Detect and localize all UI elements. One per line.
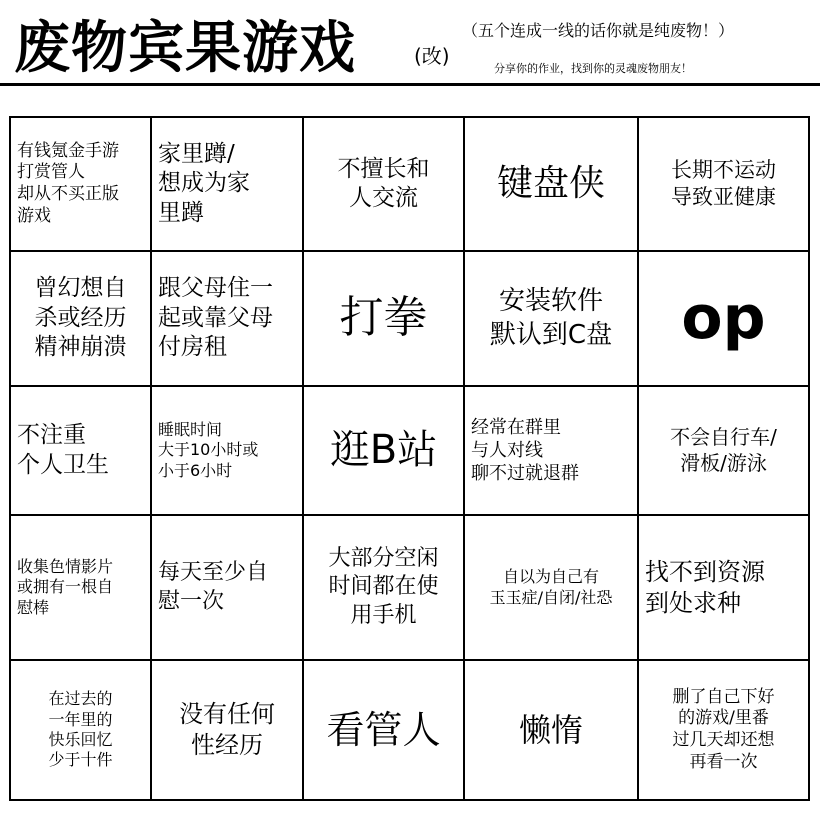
title-suffix: (改) — [414, 44, 450, 68]
bingo-cell-r3c3[interactable] — [302, 385, 465, 516]
bingo-cell-text: 自以为自己有 玉玉症/自闭/社恐 — [489, 567, 613, 607]
bingo-cell-text: 逛B站 — [329, 426, 438, 473]
bingo-cell-r4c5[interactable] — [637, 514, 810, 661]
bingo-cell-r3c5[interactable] — [637, 385, 810, 516]
bingo-cell-r2c3[interactable] — [302, 250, 465, 387]
bingo-cell-r1c3[interactable] — [302, 116, 465, 252]
bingo-cell-r5c5[interactable] — [637, 659, 810, 801]
bingo-cell-text: 删了自己下好 的游戏/里番 过几天却还想 再看一次 — [672, 686, 775, 772]
bingo-cell-text: 经常在群里 与人对线 聊不过就退群 — [471, 416, 579, 485]
bingo-cell-r1c1[interactable] — [9, 116, 152, 252]
bingo-cell-text: 键盘侠 — [496, 162, 605, 204]
bingo-cell-r3c1[interactable] — [9, 385, 152, 516]
bingo-cell-text: 看管人 — [326, 707, 441, 752]
bingo-cell-r1c4[interactable] — [463, 116, 639, 252]
bingo-cell-text: 不注重 个人卫生 — [17, 422, 109, 478]
bingo-cell-r3c2[interactable] — [150, 385, 304, 516]
bingo-cell-r4c1[interactable] — [9, 514, 152, 661]
bingo-cell-text: 不会自行车/ 滑板/游泳 — [670, 424, 777, 475]
bingo-cell-r2c2[interactable] — [150, 250, 304, 387]
bingo-cell-r1c2[interactable] — [150, 116, 304, 252]
bingo-cell-r4c4[interactable] — [463, 514, 639, 661]
bingo-cell-r5c2[interactable] — [150, 659, 304, 801]
bingo-cell-text: 收集色情影片 或拥有一根自 慰棒 — [17, 556, 114, 617]
bingo-cell-text: 睡眠时间 大于10小时或 小于6小时 — [158, 419, 259, 480]
bingo-cell-r2c1[interactable] — [9, 250, 152, 387]
bingo-cell-r2c4[interactable] — [463, 250, 639, 387]
bingo-cell-text: 懒惰 — [518, 710, 583, 749]
bingo-cell-text: 家里蹲/ 想成为家 里蹲 — [158, 140, 250, 226]
page-title: 废物宾果游戏 — [14, 16, 356, 81]
bingo-cell-r5c3[interactable] — [302, 659, 465, 801]
bingo-cell-r4c2[interactable] — [150, 514, 304, 661]
bingo-cell-text: 跟父母住一 起或靠父母 付房租 — [158, 275, 273, 361]
bingo-cell-text: op — [681, 283, 766, 354]
bingo-cell-text: 大部分空闲 时间都在使 用手机 — [328, 546, 439, 628]
bingo-cell-r5c1[interactable] — [9, 659, 152, 801]
bingo-cell-text: 每天至少自 慰一次 — [158, 560, 269, 614]
subtitle: （五个连成一线的话你就是纯废物！） — [462, 21, 735, 40]
bingo-cell-r4c3[interactable] — [302, 514, 465, 661]
bingo-cell-text: 找不到资源 到处求种 — [645, 557, 765, 617]
bingo-cell-text: 有钱氪金手游 打赏管人 却从不买正版 游戏 — [17, 140, 119, 226]
bingo-cell-text: 不擅长和 人交流 — [337, 155, 430, 211]
bingo-cell-text: 没有任何 性经历 — [179, 700, 275, 759]
bingo-cell-text: 打拳 — [339, 292, 428, 344]
bingo-cell-r5c4[interactable] — [463, 659, 639, 801]
bingo-cell-r1c5[interactable] — [637, 116, 810, 252]
subtitle-secondary: 分享你的作业，找到你的灵魂废物朋友！ — [494, 62, 692, 75]
bingo-cell-text: 安装软件 默认到C盘 — [489, 286, 613, 350]
bingo-cell-text: 长期不运动 导致亚健康 — [671, 158, 776, 209]
bingo-cell-text: 在过去的 一年里的 快乐回忆 少于十件 — [48, 689, 113, 770]
header-divider — [0, 83, 820, 86]
bingo-cell-text: 曾幻想自 杀或经历 精神崩溃 — [34, 275, 127, 361]
bingo-cell-r3c4[interactable] — [463, 385, 639, 516]
bingo-cell-r2c5[interactable] — [637, 250, 810, 387]
